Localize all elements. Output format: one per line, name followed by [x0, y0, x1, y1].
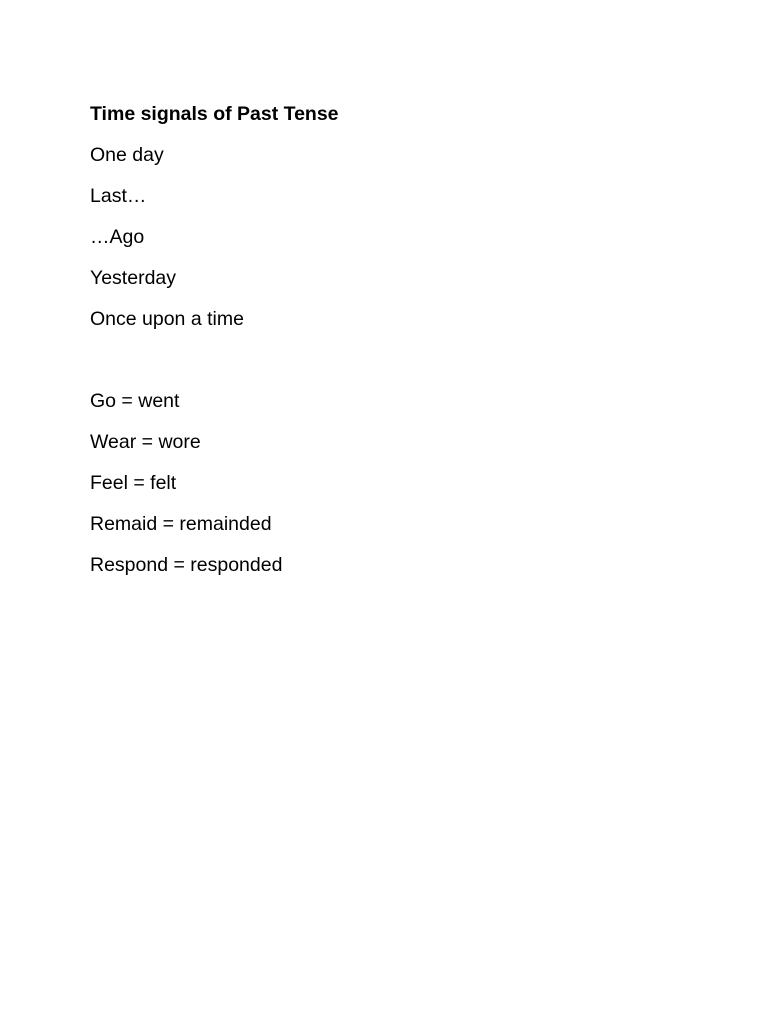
- verb-pair-item: Feel = felt: [90, 472, 177, 494]
- verb-pair-item: Remaid = remainded: [90, 513, 272, 535]
- time-signal-item: Yesterday: [90, 267, 177, 289]
- verb-pair-item: Go = went: [90, 390, 180, 412]
- verb-pair-item: Respond = responded: [90, 554, 283, 576]
- time-signal-item: Last…: [90, 185, 147, 207]
- time-signal-item: …Ago: [90, 226, 145, 248]
- document-title: Time signals of Past Tense: [90, 103, 339, 125]
- time-signal-item: Once upon a time: [90, 308, 244, 330]
- blank-line: [90, 340, 690, 381]
- verb-pair-item: Wear = wore: [90, 431, 201, 453]
- document-body: [90, 94, 690, 586]
- time-signal-item: One day: [90, 144, 164, 166]
